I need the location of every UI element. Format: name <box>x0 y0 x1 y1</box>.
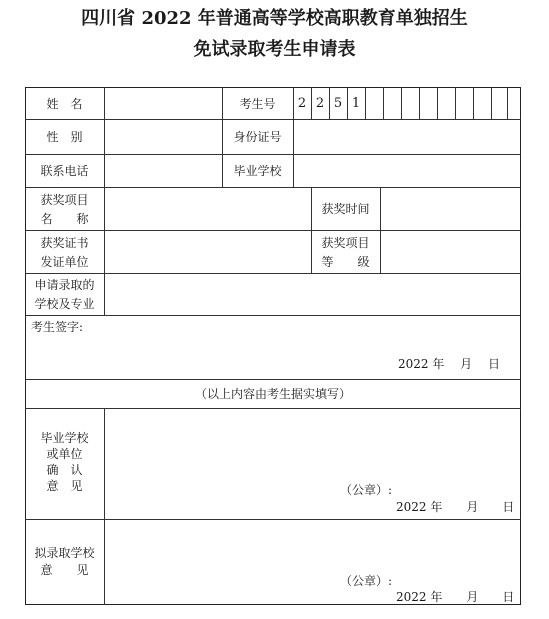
award-issuer-label: 获奖证书 <box>40 236 89 250</box>
award-issuer-label: 发证单位 <box>40 255 89 269</box>
school-confirm-label: 毕业学校 <box>40 431 89 445</box>
apply-school-major-label: 申请录取的 <box>34 278 95 292</box>
graduation-school-field[interactable] <box>294 155 520 186</box>
school-confirm-date: 2022 年 月 日 <box>396 500 515 514</box>
award-level-label: 获奖项目 <box>321 236 370 250</box>
truthful-fill-note: （以上内容由考生据实填写） <box>194 387 351 401</box>
exam-no-digit[interactable] <box>491 87 507 119</box>
name-label: 姓 名 <box>46 96 83 111</box>
gender-label: 性 别 <box>46 130 83 144</box>
graduation-school-label: 毕业学校 <box>233 164 282 178</box>
school-confirm-field[interactable] <box>105 409 520 479</box>
form-title-line2: 免试录取考生申请表 <box>193 39 356 60</box>
exam-no-digit[interactable] <box>383 87 401 119</box>
award-time-label: 获奖时间 <box>321 202 370 216</box>
admit-school-date: 2022 年 月 日 <box>396 590 515 604</box>
award-name-field[interactable] <box>105 188 310 229</box>
school-confirm-label: 意 见 <box>46 479 83 493</box>
exam-no-digit[interactable] <box>365 87 383 119</box>
exam-no-digit[interactable] <box>507 87 521 119</box>
exam-no-digit[interactable] <box>455 87 473 119</box>
apply-school-major-label: 学校及专业 <box>34 297 95 311</box>
award-name-label: 名 称 <box>40 212 89 226</box>
name-field[interactable] <box>105 88 221 118</box>
gender-field[interactable] <box>105 120 221 153</box>
award-issuer-field[interactable] <box>105 231 310 272</box>
id-number-field[interactable] <box>294 120 520 153</box>
signature-field[interactable] <box>90 318 390 348</box>
school-confirm-label: 确 认 <box>46 463 83 477</box>
phone-field[interactable] <box>105 155 221 186</box>
exam-no-label: 考生号 <box>239 96 276 111</box>
exam-no-digit[interactable] <box>437 87 455 119</box>
exam-no-digit[interactable]: 2 <box>297 95 307 111</box>
admit-school-opinion-field[interactable] <box>105 520 520 570</box>
award-level-field[interactable] <box>381 231 520 272</box>
phone-label: 联系电话 <box>40 164 89 178</box>
admit-school-opinion-label: 拟录取学校 <box>34 546 95 560</box>
exam-no-digit[interactable] <box>473 87 491 119</box>
signature-date: 2022 年 月 日 <box>398 357 500 371</box>
exam-no-digit[interactable] <box>419 87 437 119</box>
award-level-label: 等 级 <box>321 255 370 269</box>
award-time-field[interactable] <box>381 188 520 229</box>
exam-no-digit[interactable]: 1 <box>351 95 361 111</box>
admit-seal-label: （公章）: <box>340 574 393 588</box>
id-number-label: 身份证号 <box>233 130 282 144</box>
award-name-label: 获奖项目 <box>40 193 89 207</box>
exam-no-digit[interactable] <box>401 87 419 119</box>
exam-no-digit[interactable]: 2 <box>315 95 325 111</box>
signature-label: 考生签字: <box>31 320 84 334</box>
admit-school-opinion-label: 意 见 <box>40 563 89 577</box>
form-title-line1: 四川省 2022 年普通高等学校高职教育单独招生 <box>81 8 468 29</box>
school-seal-label: （公章）: <box>340 483 393 497</box>
apply-school-major-field[interactable] <box>105 274 520 314</box>
school-confirm-label: 或单位 <box>46 447 83 461</box>
exam-no-digit[interactable]: 5 <box>333 95 343 111</box>
